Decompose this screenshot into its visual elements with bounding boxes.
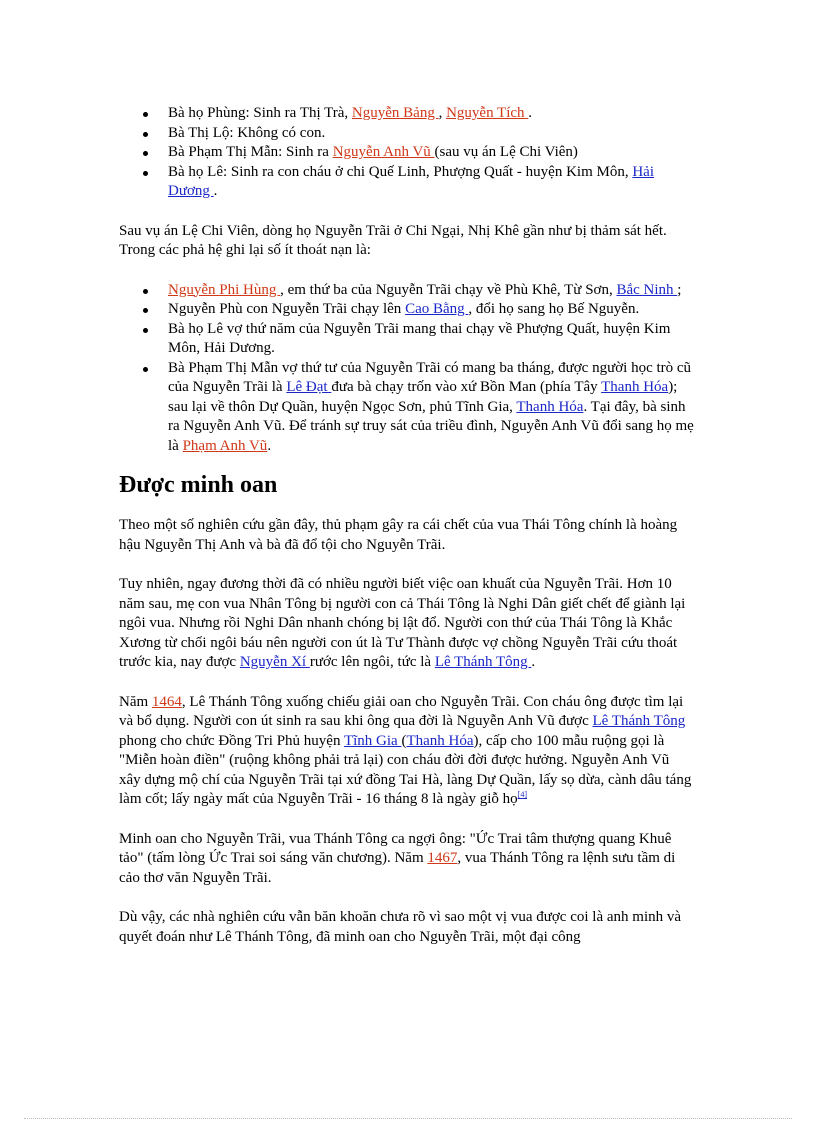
link-cao-bang[interactable]: Cao Bằng: [405, 301, 469, 317]
list-item: Nguyễn Phi Hùng , em thứ ba của Nguyễn Trãi chạy về Phù Khê, Từ Sơn, Bắc Ninh ;: [168, 281, 694, 301]
section-heading: Được minh oan: [119, 472, 278, 498]
link-le-dat[interactable]: Lê Đạt: [286, 379, 332, 395]
list-item: Bà Phạm Thị Mẫn vợ thứ tư của Nguyễn Trãi có mang ba tháng, được người học trò cũ của Nguyễn Trãi là Lê Đạt đưa bà chạy trốn vào xứ Bồn Man (phía Tây Thanh Hóa); sau lại về thôn Dự Quần, huyện Ngọc Sơn, phủ Tĩnh Gia, Thanh Hóa. Tại đây, bà sinh ra Nguyễn Anh Vũ. Để tránh sự truy sát của triều đình, Nguyễn Anh Vũ đổi sang họ mẹ là Phạm Anh Vũ.: [168, 359, 694, 457]
link-tinh-gia[interactable]: Tĩnh Gia: [343, 732, 402, 749]
list-item: Nguyễn Phù con Nguyễn Trãi chạy lên Cao Bằng , đổi họ sang họ Bế Nguyễn.: [168, 300, 694, 320]
paragraph: Tuy nhiên, ngay đương thời đã có nhiều người biết việc oan khuất của Nguyễn Trãi. Hơn 10 năm sau, mẹ con vua Nhân Tông bị người con cả Thái Tông là Nghi Dân giết chết để giành lại ngôi vua. Nhưng rồi Nghi Dân nhanh chóng bị lật đổ. Người con thứ của Thái Tông là Khắc Xương từ chối ngôi báu nên người con út là Tư Thành được vợ chồng Nguyễn Trãi cứu thoát trước kia, nay được Nguyễn Xí rước lên ngôi, tức là Lê Thánh Tông .: [119, 576, 686, 670]
link-hai-duong[interactable]: Hải Dương: [168, 163, 655, 199]
wives-list: [119, 104, 694, 202]
page-divider: [24, 1118, 792, 1119]
list-item: Bà họ Lê: Sinh ra con cháu ở chi Quế Linh, Phượng Quất - huyện Kim Môn, Hải Dương .: [168, 163, 694, 202]
list-item: Bà họ Lê vợ thứ năm của Nguyễn Trãi mang thai chạy về Phượng Quất, huyện Kim Môn, Hải Dương.: [168, 320, 694, 359]
link-1464[interactable]: 1464: [151, 693, 182, 710]
link-nguyen-tich[interactable]: Nguyễn Tích: [446, 105, 529, 121]
link-le-thanh-tong[interactable]: Lê Thánh Tông: [592, 713, 686, 729]
link-nguyen-bang[interactable]: Nguyễn Bảng: [351, 105, 439, 121]
link-thanh-hoa[interactable]: Thanh Hóa: [406, 732, 474, 749]
link-1467[interactable]: 1467: [427, 850, 458, 866]
link-pham-anh-vu[interactable]: Phạm Anh Vũ: [182, 437, 268, 454]
link-nguyen-phi-hung[interactable]: Nguyễn Phi Hùng: [168, 281, 281, 298]
survivors-list: [119, 281, 694, 457]
article-body: [119, 104, 694, 947]
footnote-link[interactable]: [4]: [517, 790, 527, 799]
link-nguyen-anh-vu[interactable]: Nguyễn Anh Vũ: [332, 144, 435, 160]
link-nguyen-xi[interactable]: Nguyễn Xí: [239, 654, 310, 670]
link-le-thanh-tong[interactable]: Lê Thánh Tông: [434, 654, 532, 670]
paragraph: Minh oan cho Nguyễn Trãi, vua Thánh Tông ca ngợi ông: "Ức Trai tâm thượng quang Khuê tảo" (tấm lòng Ức Trai soi sáng văn chương). Năm 1467, vua Thánh Tông ra lệnh sưu tầm di cảo thơ văn Nguyễn Trãi.: [119, 830, 676, 886]
link-thanh-hoa[interactable]: Thanh Hóa: [516, 398, 584, 415]
list-item: Bà Thị Lộ: Không có con.: [168, 124, 694, 144]
paragraph: Năm 1464, Lê Thánh Tông xuống chiếu giải oan cho Nguyễn Trãi. Con cháu ông được tìm lại và bổ dụng. Người con út sinh ra sau khi ông qua đời là Nguyễn Anh Vũ được Lê Thánh Tông phong cho chức Đồng Tri Phủ huyện Tĩnh Gia (Thanh Hóa), cấp cho 100 mẫu ruộng gọi là "Miễn hoàn điền" (ruộng không phải trả lại) con cháu đời đời được hưởng. Nguyễn Anh Vũ xây dựng mộ chí của Nguyễn Trãi tại xứ đồng Tai Hà, làng Dự Quần, lấy sọ dừa, cành dâu táng làm cốt; lấy ngày mất của Nguyễn Trãi - 16 tháng 8 là ngày giỗ họ[4]: [119, 693, 692, 807]
link-thanh-hoa[interactable]: Thanh Hóa: [601, 379, 669, 395]
list-item: Bà họ Phùng: Sinh ra Thị Trà, Nguyễn Bảng , Nguyễn Tích .: [168, 104, 694, 124]
paragraph: Dù vậy, các nhà nghiên cứu vẫn băn khoăn chưa rõ vì sao một vị vua được coi là anh minh và quyết đoán như Lê Thánh Tông, đã minh oan cho Nguyễn Trãi, một đại công: [119, 909, 682, 945]
link-bac-ninh[interactable]: Bắc Ninh: [616, 281, 678, 298]
list-item: Bà Phạm Thị Mẫn: Sinh ra Nguyễn Anh Vũ (sau vụ án Lệ Chi Viên): [168, 143, 694, 163]
paragraph: Sau vụ án Lệ Chi Viên, dòng họ Nguyễn Trãi ở Chi Ngại, Nhị Khê gần như bị thảm sát hết. Trong các phả hệ ghi lại số ít thoát nạn là:: [119, 222, 667, 258]
paragraph: Theo một số nghiên cứu gần đây, thủ phạm gây ra cái chết của vua Thái Tông chính là hoàng hậu Nguyễn Thị Anh và bà đã đổ tội cho Nguyễn Trãi.: [119, 517, 678, 553]
